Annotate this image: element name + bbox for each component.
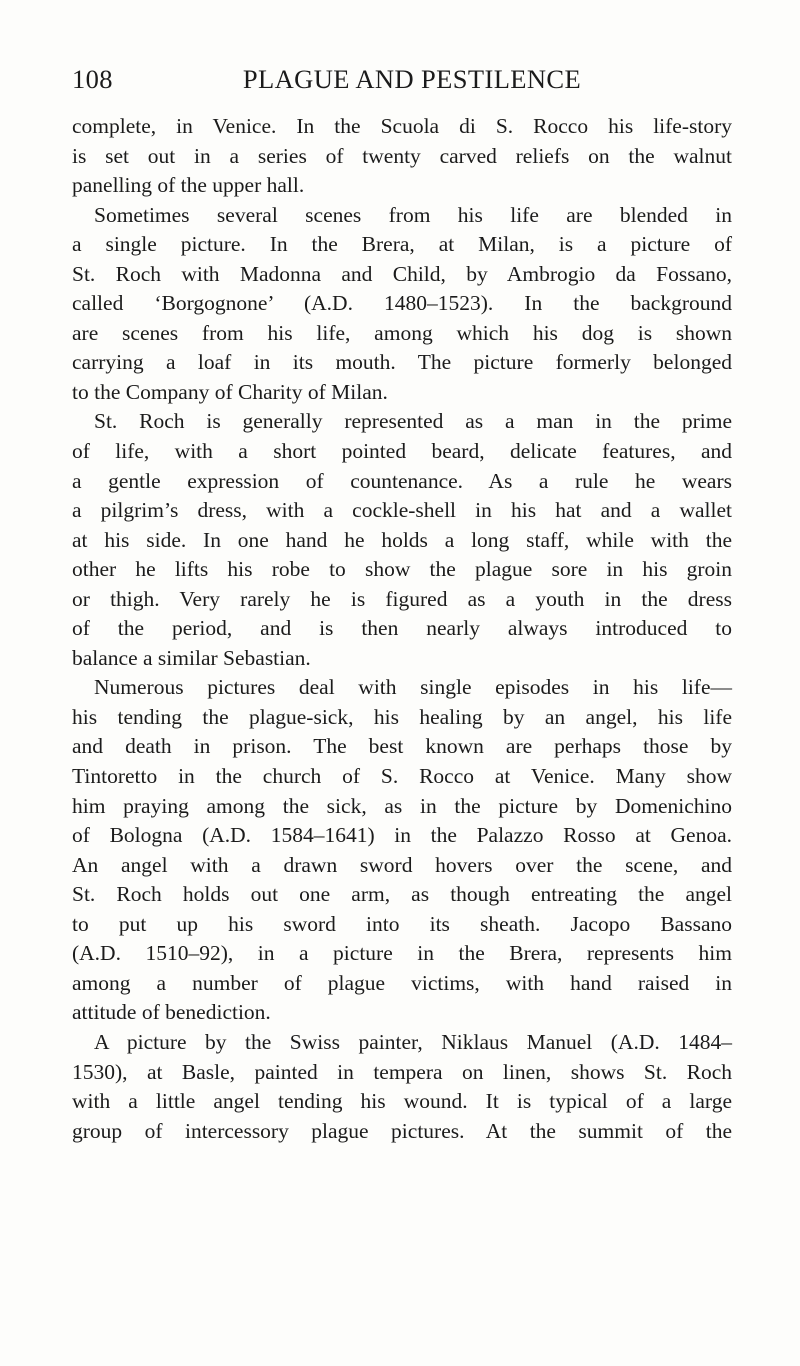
text-line: or thigh. Very rarely he is figured as a youth in the dress xyxy=(72,586,732,611)
text-line: with a little angel tending his wound. It is typical of a large xyxy=(72,1089,732,1114)
text-line: his tending the plague-sick, his healing by an angel, his life xyxy=(72,704,732,729)
text-line: St. Roch holds out one arm, as though entreating the angel xyxy=(72,882,732,907)
running-head: PLAGUE AND PESTILENCE xyxy=(242,64,582,94)
text-line: to put up his sword into its sheath. Jacopo Bassano xyxy=(72,911,732,936)
text-line: group of intercessory plague pictures. At the summit of the xyxy=(72,1118,732,1143)
text-line: Numerous pictures deal with single episodes in his life— xyxy=(94,675,732,700)
body-text xyxy=(72,112,732,1146)
text-line: is set out in a series of twenty carved reliefs on the walnut xyxy=(72,143,732,168)
text-line: attitude of benediction. xyxy=(72,1000,271,1025)
text-line: (A.D. 1510–92), in a picture in the Brera, represents him xyxy=(72,941,732,966)
text-line: called ‘Borgognone’ (A.D. 1480–1523). In the background xyxy=(72,291,732,316)
text-line: of life, with a short pointed beard, delicate features, and xyxy=(72,439,732,464)
text-line: complete, in Venice. In the Scuola di S. Rocco his life-story xyxy=(72,114,732,138)
text-line: Tintoretto in the church of S. Rocco at Venice. Many show xyxy=(72,764,732,789)
text-line: and death in prison. The best known are perhaps those by xyxy=(72,734,732,759)
text-line: 1530), at Basle, painted in tempera on linen, shows St. Roch xyxy=(72,1059,732,1084)
text-line: a single picture. In the Brera, at Milan, is a picture of xyxy=(72,232,732,257)
text-line: to the Company of Charity of Milan. xyxy=(72,379,388,404)
text-line: carrying a loaf in its mouth. The picture formerly belonged xyxy=(72,350,732,375)
text-line: St. Roch with Madonna and Child, by Ambrogio da Fossano, xyxy=(72,261,732,286)
text-line: St. Roch is generally represented as a man in the prime xyxy=(94,409,732,434)
text-line: other he lifts his robe to show the plague sore in his groin xyxy=(72,557,732,582)
text-line: A picture by the Swiss painter, Niklaus Manuel (A.D. 1484– xyxy=(94,1029,732,1054)
text-line: An angel with a drawn sword hovers over the scene, and xyxy=(72,852,732,877)
text-line: are scenes from his life, among which his dog is shown xyxy=(72,320,732,345)
text-line: of Bologna (A.D. 1584–1641) in the Palazzo Rosso at Genoa. xyxy=(72,823,732,848)
text-line: him praying among the sick, as in the picture by Domenichino xyxy=(72,793,732,818)
text-line: a pilgrim’s dress, with a cockle-shell in his hat and a wallet xyxy=(72,498,732,523)
page-number: 108 xyxy=(72,64,113,94)
text-line: balance a similar Sebastian. xyxy=(72,645,311,670)
page-header xyxy=(72,64,732,100)
text-line: Sometimes several scenes from his life are blended in xyxy=(94,202,732,227)
text-line: a gentle expression of countenance. As a rule he wears xyxy=(72,468,732,493)
text-line: among a number of plague victims, with hand raised in xyxy=(72,970,732,995)
book-page xyxy=(72,64,732,1146)
text-line: at his side. In one hand he holds a long staff, while with the xyxy=(72,527,732,552)
text-line: of the period, and is then nearly always introduced to xyxy=(72,616,732,641)
text-line: panelling of the upper hall. xyxy=(72,173,305,198)
